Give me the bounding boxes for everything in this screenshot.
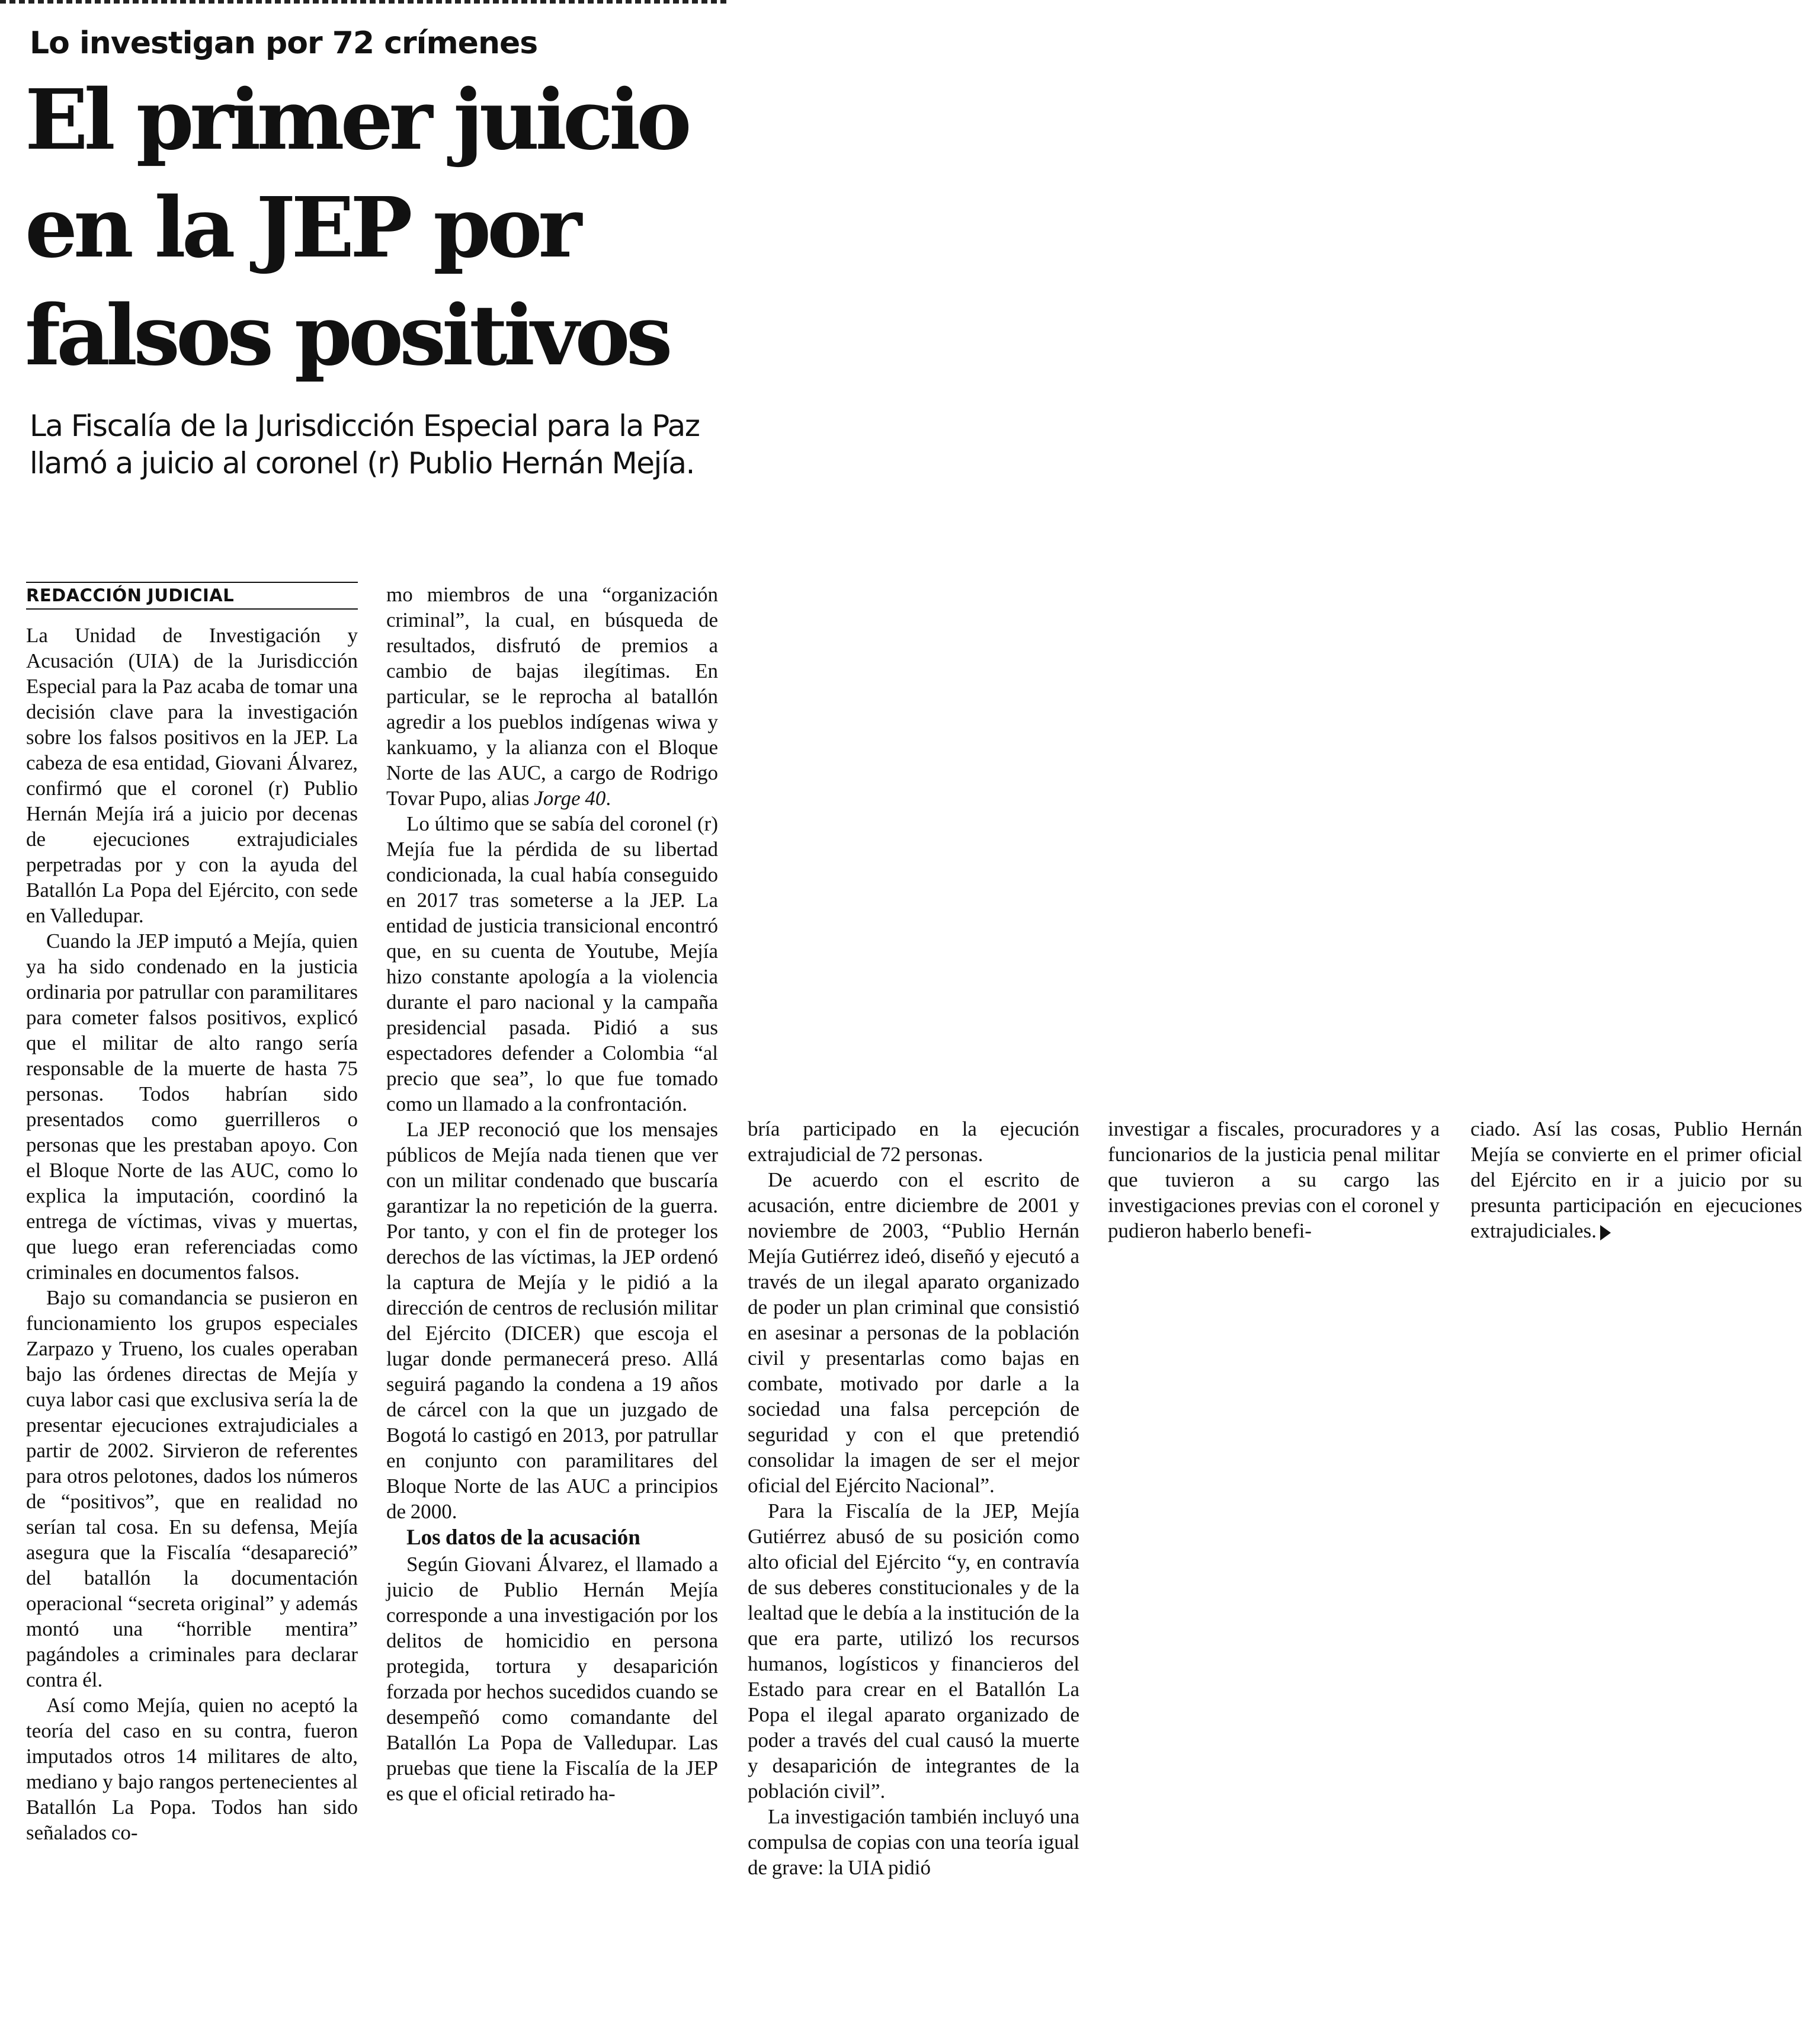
- deck-line-1: La Fiscalía de la Jurisdicción Especial para la Paz: [30, 409, 700, 443]
- subhead: Los datos de la acusación: [406, 1525, 640, 1550]
- alias-italic: Jorge 40: [534, 787, 606, 810]
- paragraph-continued: investigar a fiscales, procuradores y a funcionarios de la justicia penal militar que tuvieron a su cargo las investigaciones previas con el coronel y pudieron haberlo benefi-: [1108, 1117, 1440, 1242]
- article-column-4: [1108, 1116, 1440, 1243]
- text-run: ciado. Así las cosas, Publio Hernán Mejía se convierte en el primer oficial del Ejército en ir a juicio por su presunta participación en ejecuciones extrajudiciales.: [1470, 1117, 1802, 1242]
- paragraph-continued: [386, 582, 718, 811]
- paragraph: Así como Mejía, quien no aceptó la teoría del caso en su contra, fueron imputados otros 14 militares de alto, mediano y bajo rangos pertenecientes al Batallón La Popa. Todos han sido señalados co-: [26, 1694, 358, 1844]
- deck-line-2: llamó a juicio al coronel (r) Publio Hernán Mejía.: [30, 446, 694, 480]
- paragraph: Bajo su comandancia se pusieron en funcionamiento los grupos especiales Zarpazo y Trueno, los cuales operaban bajo las órdenes directas de Mejía y cuya labor casi que exclusiva sería la de presentar ejecuciones extrajudiciales a partir de 2002. Sirvieron de referentes para otros pelotones, dados los números de “positivos”, que en realidad no serían tal cosa. En su defensa, Mejía asegura que la Fiscalía “desapareció” del batallón la documentación operacional “secreta original” y además montó una “horrible mentira” pagándoles a criminales para declarar contra él.: [26, 1286, 358, 1691]
- top-dotted-rule: [0, 0, 729, 4]
- paragraph: De acuerdo con el escrito de acusación, entre diciembre de 2001 y noviembre de 2003, “Publio Hernán Mejía Gutiérrez ideó, diseñó y ejecutó a través de un ilegal aparato organizado de poder un plan criminal que consistió en asesinar a personas de la población civil y presentarlas como bajas en combate, motivado por darle a la sociedad una falsa percepción de seguridad y con el que pretendió consolidar la imagen de ser el mejor oficial del Ejército Nacional”.: [748, 1168, 1079, 1497]
- deck: [30, 408, 752, 482]
- article-column-1: [26, 582, 358, 1845]
- headline-line-1: El primer juicio: [25, 72, 688, 169]
- text-run: .: [605, 787, 611, 810]
- byline: REDACCIÓN JUDICIAL: [26, 582, 358, 610]
- paragraph-continued: [1470, 1116, 1802, 1243]
- paragraph: Según Giovani Álvarez, el llamado a juicio de Publio Hernán Mejía corresponde a una investigación por los delitos de homicidio en persona protegida, tortura y desaparición forzada por hechos sucedidos cuando se desempeñó como comandante del Batallón La Popa de Valledupar. Las pruebas que tiene la Fiscalía de la JEP es que el oficial retirado ha-: [386, 1553, 718, 1805]
- paragraph: Para la Fiscalía de la JEP, Mejía Gutiérrez abusó de su posición como alto oficial del Ejército “y, en contravía de sus deberes constitucionales y de la lealtad que le debía a la institución de la que era parte, utilizó los recursos humanos, logísticos y financieros del Estado para crear en el Batallón La Popa el ilegal aparato organizado de poder a través del cual causó la muerte y desaparición de integrantes de la población civil”.: [748, 1499, 1079, 1803]
- end-mark-icon: [1600, 1225, 1611, 1240]
- headline: [25, 66, 765, 390]
- article-column-2: [386, 582, 718, 1806]
- article-column-3: [748, 1116, 1079, 1880]
- paragraph: La JEP reconoció que los mensajes públicos de Mejía nada tienen que ver con un militar condenado que buscaría garantizar la no repetición de la guerra. Por tanto, y con el fin de proteger los derechos de las víctimas, la JEP ordenó la captura de Mejía y le pidió a la dirección de centros de reclusión militar del Ejército (DICER) que escoja el lugar donde permanecerá preso. Allá seguirá pagando la condena a 19 años de cárcel con la que un juzgado de Bogotá lo castigó en 2013, por patrullar en conjunto con paramilitares del Bloque Norte de las AUC a principios de 2000.: [386, 1118, 718, 1523]
- article-column-5: [1470, 1116, 1802, 1243]
- paragraph-continued: bría participado en la ejecución extrajudicial de 72 personas.: [748, 1117, 1079, 1166]
- paragraph: La Unidad de Investigación y Acusación (UIA) de la Jurisdicción Especial para la Paz acaba de tomar una decisión clave para la investigación sobre los falsos positivos en la JEP. La cabeza de esa entidad, Giovani Álvarez, confirmó que el coronel (r) Publio Hernán Mejía irá a juicio por decenas de ejecuciones extrajudiciales perpetradas por y con la ayuda del Batallón La Popa del Ejército, con sede en Valledupar.: [26, 624, 358, 927]
- paragraph: Cuando la JEP imputó a Mejía, quien ya ha sido condenado en la justicia ordinaria por patrullar con paramilitares para cometer falsos positivos, explicó que el militar de alto rango sería responsable de la muerte de hasta 75 personas. Todos habrían sido presentados como guerrilleros o personas que les prestaban apoyo. Con el Bloque Norte de las AUC, como lo explica la imputación, coordinó la entrega de víctimas, vivas y muertas, que luego eran referenciadas como criminales en documentos falsos.: [26, 929, 358, 1284]
- paragraph: La investigación también incluyó una compulsa de copias con una teoría igual de grave: la UIA pidió: [748, 1805, 1079, 1879]
- text-run: mo miembros de una “organización criminal”, la cual, en búsqueda de resultados, disfrutó de premios a cambio de bajas ilegítimas. En particular, se le reprocha al batallón agredir a los pueblos indígenas wiwa y kankuamo, y la alianza con el Bloque Norte de las AUC, a cargo de Rodrigo Tovar Pupo, alias: [386, 583, 718, 810]
- headline-line-2: en la JEP por: [25, 179, 578, 277]
- headline-line-3: falsos positivos: [25, 287, 669, 384]
- kicker: Lo investigan por 72 crímenes: [30, 25, 538, 61]
- paragraph: Lo último que se sabía del coronel (r) Mejía fue la pérdida de su libertad condicionada, la cual había conseguido en 2017 tras someterse a la JEP. La entidad de justicia transicional encontró que, en su cuenta de Youtube, Mejía hizo constante apología a la violencia durante el paro nacional y la campaña presidencial pasada. Pidió a sus espectadores defender a Colombia “al precio que sea”, lo que fue tomado como un llamado a la confrontación.: [386, 812, 718, 1115]
